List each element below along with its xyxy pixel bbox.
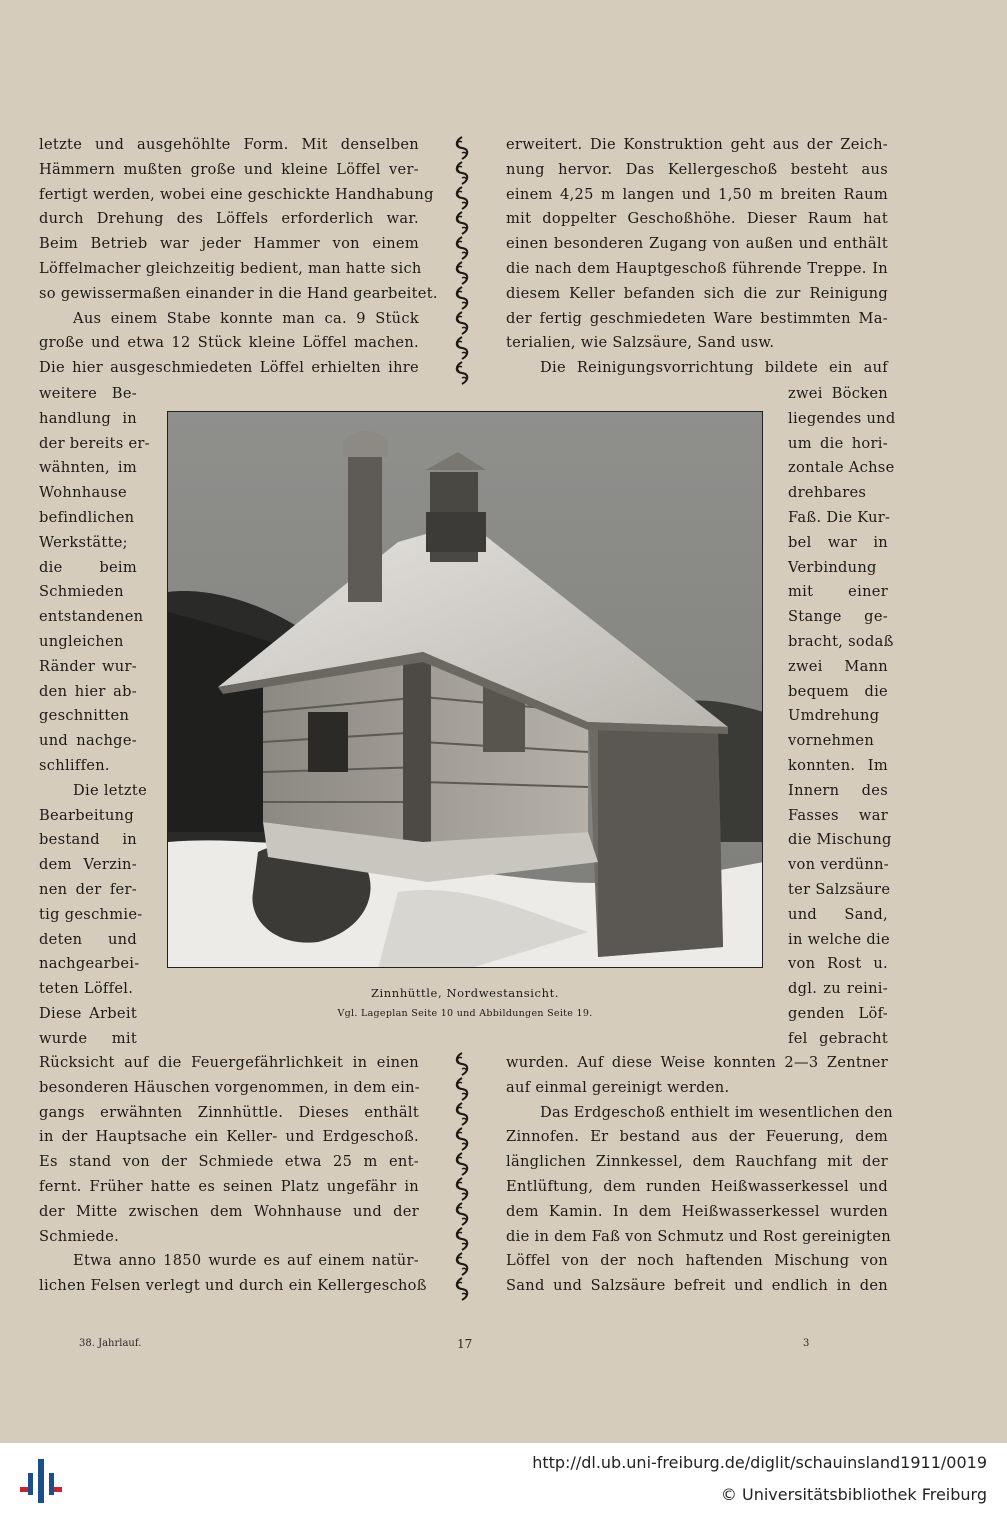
right-narrow-line: Faß. Die Kur-: [788, 509, 891, 526]
left-narrow-line: deten und: [39, 930, 137, 948]
left-column-line: durch Drehung des Löffels erforderlich war.: [39, 210, 419, 228]
right-narrow-line: zontale Achse: [788, 459, 895, 477]
leaf-ornament-icon: [451, 1102, 473, 1126]
leaf-ornament-icon: [451, 1277, 473, 1301]
photo-zinnhuettle: [167, 411, 763, 968]
left-column-line: gangs erwähnten Zinnhüttle. Dieses enthält: [39, 1103, 419, 1121]
right-column-line: diesem Keller befanden sich die zur Reinigung: [506, 284, 888, 302]
left-column-line: fernt. Früher hatte es seinen Platz ungefähr in: [39, 1178, 419, 1195]
figure-subcaption: Vgl. Lageplan Seite 10 und Abbildungen Seite 19.: [337, 1008, 593, 1019]
right-narrow-line: konnten. Im: [788, 757, 888, 774]
left-column-line: Schmiede.: [39, 1227, 120, 1245]
left-column-line: Hämmern mußten große und kleine Löffel ver-: [39, 160, 419, 178]
left-narrow-line: Werkstätte;: [39, 533, 128, 551]
right-column-line: einem 4,25 m langen und 1,50 m breiten Raum: [506, 185, 888, 203]
footer-signature: 3: [803, 1338, 810, 1349]
left-column-line: Rücksicht auf die Feuergefährlichkeit in einen: [39, 1054, 419, 1071]
leaf-ornament-icon: [451, 1227, 473, 1251]
right-column-line: die in dem Faß von Schmutz und Rost gereinigten: [506, 1227, 891, 1245]
right-narrow-line: genden Löf-: [788, 1005, 888, 1022]
right-column-line: auf einmal gereinigt werden.: [506, 1078, 730, 1096]
viewer-bar: [0, 1442, 1007, 1516]
leaf-ornament-icon: [451, 1127, 473, 1151]
left-column-line: in der Hauptsache ein Keller- und Erdgeschoß.: [39, 1128, 419, 1146]
ub-freiburg-logo[interactable]: [18, 1455, 64, 1507]
left-narrow-line: Schmieden: [39, 583, 124, 601]
leaf-ornament-icon: [451, 311, 473, 335]
left-column-line: letzte und ausgehöhlte Form. Mit denselben: [39, 136, 419, 153]
right-column-line: Die Reinigungsvorrichtung bildete ein auf: [540, 359, 888, 377]
left-narrow-line: teten Löffel.: [39, 980, 134, 998]
right-narrow-line: Umdrehung: [788, 707, 880, 725]
right-column-line: dem Kamin. In dem Heißwasserkessel wurden: [506, 1202, 888, 1220]
leaf-ornament-icon: [451, 1252, 473, 1276]
right-narrow-line: zwei Mann: [788, 657, 888, 675]
left-column-line: besonderen Häuschen vorgenommen, in dem ein-: [39, 1078, 421, 1096]
copyright-notice: © Universitätsbibliothek Freiburg: [720, 1485, 987, 1504]
right-column-line: Zinnofen. Er bestand aus der Feuerung, dem: [506, 1128, 888, 1146]
left-column-line: große und etwa 12 Stück kleine Löffel machen.: [39, 334, 419, 352]
right-narrow-line: zwei Böcken: [788, 385, 888, 402]
leaf-ornament-icon: [451, 1077, 473, 1101]
right-column-line: mit doppelter Geschoßhöhe. Dieser Raum hat: [506, 210, 888, 228]
right-column-line: Sand und Salzsäure befreit und endlich in den: [506, 1277, 888, 1295]
left-narrow-line: befindlichen: [39, 509, 135, 526]
left-narrow-line: wurde mit: [39, 1029, 137, 1047]
left-narrow-line: dem Verzin-: [39, 856, 137, 874]
left-column-line: fertigt werden, wobei eine geschickte Handhabung: [39, 185, 434, 203]
leaf-ornament-icon: [451, 211, 473, 235]
left-narrow-line: ungleichen: [39, 633, 124, 650]
left-narrow-line: weitere Be-: [39, 385, 137, 402]
left-narrow-line: nachgearbei-: [39, 955, 140, 973]
leaf-ornament-icon: [451, 1152, 473, 1176]
left-narrow-line: geschnitten: [39, 707, 130, 725]
right-narrow-line: in welche die: [788, 930, 890, 948]
right-narrow-line: bracht, sodaß: [788, 633, 894, 650]
left-column-line: der Mitte zwischen dem Wohnhause und der: [39, 1202, 419, 1220]
right-narrow-line: Fasses war: [788, 806, 888, 824]
right-column-line: wurden. Auf diese Weise konnten 2—3 Zentner: [506, 1054, 888, 1071]
left-narrow-line: Wohnhause: [39, 484, 127, 502]
leaf-ornament-icon: [451, 186, 473, 210]
leaf-ornament-icon: [451, 261, 473, 285]
left-narrow-line: und nachge-: [39, 732, 137, 750]
right-column-line: Löffel von der noch haftenden Mischung von: [506, 1252, 888, 1270]
right-narrow-line: fel gebracht: [788, 1029, 888, 1047]
right-narrow-line: bequem die: [788, 682, 888, 700]
left-column-line: Aus einem Stabe konnte man ca. 9 Stück: [73, 309, 419, 327]
right-column-line: erweitert. Die Konstruktion geht aus der Zeich-: [506, 136, 888, 153]
right-narrow-line: von verdünn-: [788, 856, 889, 874]
permalink-url[interactable]: http://dl.ub.uni-freiburg.de/diglit/schauinsland1911/0019: [532, 1453, 987, 1472]
leaf-ornament-icon: [451, 1052, 473, 1076]
leaf-ornament-icon: [451, 161, 473, 185]
right-column-line: terialien, wie Salzsäure, Sand usw.: [506, 334, 775, 352]
leaf-ornament-icon: [451, 286, 473, 310]
left-column-line: Beim Betrieb war jeder Hammer von einem: [39, 235, 419, 253]
left-narrow-line: nen der fer-: [39, 881, 137, 898]
right-narrow-line: liegendes und: [788, 409, 896, 427]
right-narrow-line: Innern des: [788, 781, 888, 799]
leaf-ornament-icon: [451, 236, 473, 260]
figure-caption: Zinnhüttle, Nordwestansicht.: [370, 986, 560, 1000]
left-column-line: Es stand von der Schmiede etwa 25 m ent-: [39, 1153, 419, 1171]
right-narrow-line: und Sand,: [788, 905, 888, 923]
right-column-line: die nach dem Hauptgeschoß führende Treppe. In: [506, 260, 888, 277]
footer-volume: 38. Jahrlauf.: [79, 1338, 142, 1349]
left-narrow-line: Ränder wur-: [39, 657, 137, 675]
right-narrow-line: vornehmen: [788, 732, 875, 750]
left-column-line: lichen Felsen verlegt und durch ein Kellergeschoß: [39, 1277, 427, 1295]
leaf-ornament-icon: [451, 361, 473, 385]
right-narrow-line: bel war in: [788, 533, 888, 551]
leaf-ornament-icon: [451, 1177, 473, 1201]
left-column-line: Löffelmacher gleichzeitig bedient, man hatte sich: [39, 260, 422, 277]
left-column-line: Die hier ausgeschmiedeten Löffel erhielten ihre: [39, 359, 419, 377]
left-column-line: so gewissermaßen einander in die Hand gearbeitet.: [39, 284, 438, 302]
right-narrow-line: mit einer: [788, 583, 888, 601]
right-column-line: Entlüftung, dem runden Heißwasserkessel und: [506, 1178, 888, 1195]
right-narrow-line: drehbares: [788, 484, 867, 502]
right-column-line: der fertig geschmiedeten Ware bestimmten Ma-: [506, 309, 888, 327]
left-narrow-line: Diese Arbeit: [39, 1005, 137, 1022]
left-narrow-line: den hier ab-: [39, 682, 137, 700]
right-column-line: nung hervor. Das Kellergeschoß besteht aus: [506, 160, 888, 178]
left-narrow-line: wähnten, im: [39, 459, 137, 477]
left-narrow-line: der bereits er-: [39, 434, 150, 452]
right-narrow-line: Verbindung: [788, 558, 877, 576]
left-narrow-line: entstandenen: [39, 608, 144, 626]
left-narrow-line: Bearbeitung: [39, 806, 134, 824]
right-narrow-line: ter Salzsäure: [788, 881, 891, 898]
left-column-line: Etwa anno 1850 wurde es auf einem natür-: [73, 1252, 419, 1270]
left-narrow-line: schliffen.: [39, 757, 110, 774]
left-narrow-line: tig geschmie-: [39, 905, 143, 923]
leaf-ornament-icon: [451, 136, 473, 160]
right-column-line: einen besonderen Zugang von außen und enthält: [506, 235, 888, 253]
left-narrow-line: Die letzte: [73, 781, 148, 799]
building-photo: [168, 412, 763, 968]
left-narrow-line: bestand in: [39, 831, 137, 849]
right-narrow-line: die Mischung: [788, 831, 892, 849]
leaf-ornament-icon: [451, 1202, 473, 1226]
right-narrow-line: von Rost u.: [788, 955, 888, 973]
leaf-ornament-icon: [451, 336, 473, 360]
right-column-line: länglichen Zinnkessel, dem Rauchfang mit der: [506, 1153, 888, 1171]
left-narrow-line: die beim: [39, 558, 137, 576]
left-narrow-line: handlung in: [39, 409, 137, 427]
right-narrow-line: Stange ge-: [788, 608, 888, 626]
right-column-line: Das Erdgeschoß enthielt im wesentlichen den: [540, 1103, 894, 1121]
footer-page-number: 17: [457, 1337, 473, 1351]
right-narrow-line: um die hori-: [788, 434, 888, 452]
right-narrow-line: dgl. zu reini-: [788, 980, 888, 998]
